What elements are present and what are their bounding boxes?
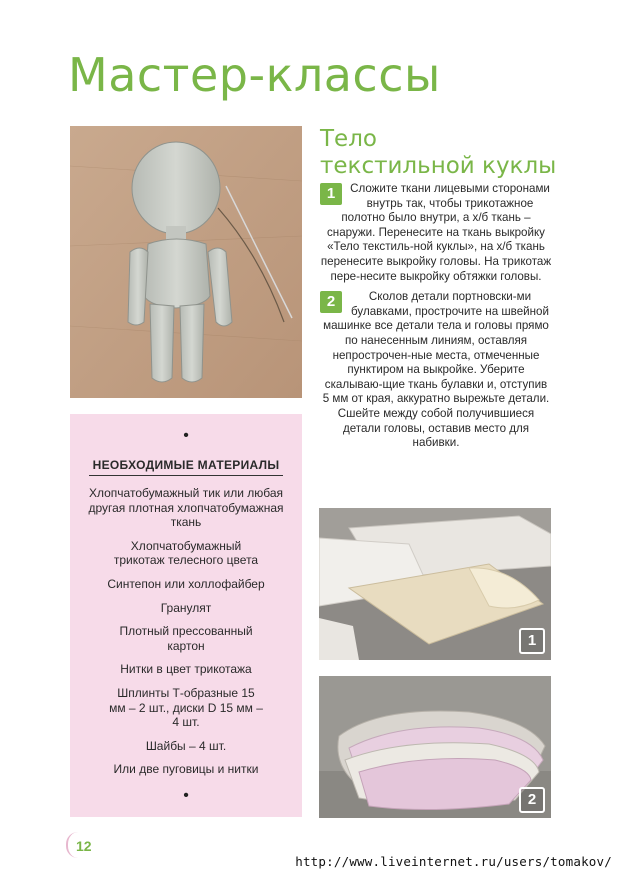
materials-heading-text: НЕОБХОДИМЫЕ МАТЕРИАЛЫ <box>89 458 284 476</box>
page-title: Мастер-классы <box>68 48 441 102</box>
list-item: Шайбы – 4 шт. <box>145 738 227 753</box>
step-text: Сколов детали портновски-ми булавками, прострочите на швейной машинке все детали тела и головы прямо по нанесенным линиям, оставляя непрострочен-ные места, отмеченные пунктиром на выкройке. Уберите скалываю-щие ткань булавки и, отступив 5 мм от края, аккуратно вырежьте детали. Сшейте между собой получившиеся детали головы, оставив место для набивки. <box>322 290 550 450</box>
section-title-line2: текстильной куклы <box>320 153 557 179</box>
photo-1-number: 1 <box>519 628 545 654</box>
instruction-steps <box>320 182 552 457</box>
list-item: Хлопчатобумажный тик или любая другая плотная хлопчатобумажная ткань <box>88 486 284 530</box>
bullet-top: • <box>183 427 189 444</box>
section-title-line1: Тело <box>320 126 377 152</box>
cut-pieces-photo <box>319 676 551 818</box>
step-2 <box>320 290 552 451</box>
step-text: Сложите ткани лицевыми сторонами внутрь так, чтобы трикотажное полотно было внутри, а х/б ткань – снаружи. Перенесите на ткань выкройку «Тело текстиль-ной куклы», на х/б ткань перенесите выкройку головы. На трикотаж пере-несите выкройку обтяжки головы. <box>320 182 552 283</box>
page-number: 12 <box>76 838 92 854</box>
step-number-badge: 1 <box>320 183 342 205</box>
materials-heading <box>70 458 302 472</box>
list-item: Синтепон или холлофайбер <box>107 576 265 591</box>
list-item: Шплинты Т-образные 15 мм – 2 шт., диски D 15 мм – 4 шт. <box>109 685 263 730</box>
fabric-layers-photo <box>319 508 551 660</box>
list-item: Или две пуговицы и нитки <box>113 762 259 777</box>
list-item: Хлопчатобумажный трикотаж телесного цвета <box>113 538 259 568</box>
materials-list <box>78 486 294 786</box>
section-title <box>320 126 560 180</box>
list-item: Нитки в цвет трикотажа <box>120 662 252 677</box>
step-number-badge: 2 <box>320 291 342 313</box>
photo-2-number: 2 <box>519 787 545 813</box>
source-watermark: http://www.liveinternet.ru/users/tomakov/ <box>295 854 612 869</box>
list-item: Гранулят <box>160 600 212 615</box>
step-1 <box>320 182 552 284</box>
bullet-bottom: • <box>183 787 189 804</box>
list-item: Плотный прессованный картон <box>119 624 253 653</box>
materials-panel <box>70 414 302 817</box>
doll-body-photo <box>70 126 302 398</box>
